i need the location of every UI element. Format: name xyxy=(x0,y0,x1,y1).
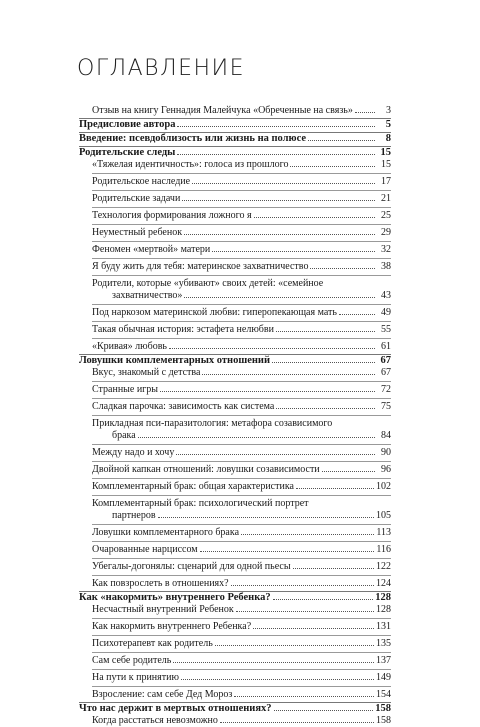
leader-dots xyxy=(182,200,375,201)
toc-entry-title: Очарованные нарциссом xyxy=(92,544,198,555)
leader-dots xyxy=(355,112,375,113)
toc-entry-title: Убегалы-догонялы: сценарий для одной пьесы xyxy=(92,561,291,572)
leader-dots xyxy=(241,534,374,535)
toc-entry-title: Предисловие автора xyxy=(79,119,176,130)
toc-page-number: 67 xyxy=(380,355,391,366)
leader-dots xyxy=(215,645,374,646)
toc-entry xyxy=(79,338,391,353)
entry-rule xyxy=(92,478,391,479)
leader-dots xyxy=(212,251,375,252)
toc-entry-title: Введение: псевдоблизость или жизнь на полюсе xyxy=(79,133,307,144)
leader-dots xyxy=(192,183,375,184)
toc-entry xyxy=(79,686,391,701)
entry-rule xyxy=(92,635,391,636)
leader-dots xyxy=(310,268,375,269)
leader-dots xyxy=(176,454,375,455)
toc-entry xyxy=(79,669,391,684)
toc-chapter xyxy=(79,354,391,367)
leader-dots xyxy=(236,611,374,612)
entry-rule xyxy=(92,669,391,670)
toc-page-number: 124 xyxy=(376,578,391,589)
toc-entry-title: Взросление: сам себе Дед Мороз xyxy=(92,689,233,700)
leader-dots xyxy=(254,217,375,218)
toc-entry-title: Как накормить внутреннего Ребенка? xyxy=(92,621,252,632)
leader-dots xyxy=(184,297,375,298)
entry-rule xyxy=(92,381,391,382)
toc-entry xyxy=(79,541,391,556)
toc-page-number: 116 xyxy=(376,544,391,555)
leader-dots xyxy=(273,599,374,600)
entry-rule xyxy=(92,495,391,496)
page-title: ОГЛАВЛЕНИЕ xyxy=(77,56,246,81)
toc-page-number: 49 xyxy=(381,307,391,318)
toc-entry-title-cont: захватничество» xyxy=(112,290,183,301)
toc-entry-title: Как «накормить» внутреннего Ребенка? xyxy=(79,592,271,603)
toc-entry-title: На пути к принятию xyxy=(92,672,179,683)
toc-chapter xyxy=(79,591,391,604)
leader-dots xyxy=(253,628,374,629)
toc-entry xyxy=(79,190,391,205)
toc-page-number: 55 xyxy=(381,324,391,335)
toc-page-number: 90 xyxy=(381,447,391,458)
toc-page-number: 32 xyxy=(381,244,391,255)
leader-dots xyxy=(200,551,375,552)
entry-rule xyxy=(92,558,391,559)
toc-entry xyxy=(79,258,391,273)
leader-dots xyxy=(290,166,375,167)
toc-entry-title-cont: партнеров xyxy=(112,510,156,521)
entry-rule xyxy=(92,275,391,276)
entry-rule xyxy=(92,398,391,399)
leader-dots xyxy=(339,314,375,315)
leader-dots xyxy=(272,362,375,363)
toc-page-number: 15 xyxy=(381,159,391,170)
toc-page-number: 8 xyxy=(385,133,391,144)
toc-page-number: 154 xyxy=(376,689,391,700)
toc-entry xyxy=(79,224,391,239)
toc-entry xyxy=(79,524,391,539)
toc-entry-title: Комплементарный брак: общая характеристика xyxy=(92,481,294,492)
toc-entry-title: Ловушки комплементарного брака xyxy=(92,527,240,538)
toc-entry-title: Родители, которые «убивают» своих детей: «семейное xyxy=(92,278,324,289)
entry-rule xyxy=(92,461,391,462)
entry-rule xyxy=(92,541,391,542)
toc-entry-title: Под наркозом материнской любви: гиперопекающая мать xyxy=(92,307,337,318)
toc-page-number: 5 xyxy=(385,119,391,130)
entry-rule xyxy=(92,321,391,322)
toc-entry-title: Я буду жить для тебя: материнское захватничество xyxy=(92,261,309,272)
toc-entry xyxy=(79,715,391,727)
toc-page-number: 137 xyxy=(376,655,391,666)
toc-page-number: 149 xyxy=(376,672,391,683)
toc-entry-title: Такая обычная история: эстафета нелюбви xyxy=(92,324,274,335)
leader-dots xyxy=(173,662,374,663)
toc-entry-title: Родительские задачи xyxy=(92,193,181,204)
toc-entry xyxy=(79,321,391,336)
toc-entry-title: Когда расстаться невозможно xyxy=(92,715,218,726)
toc-entry-title: Сладкая парочка: зависимость как система xyxy=(92,401,275,412)
entry-rule xyxy=(92,575,391,576)
toc-entry-title: Странные игры xyxy=(92,384,159,395)
toc-entry xyxy=(79,173,391,188)
toc-page-number: 158 xyxy=(375,703,391,714)
toc-entry-title: Ловушки комплементарных отношений xyxy=(79,355,271,366)
leader-dots xyxy=(181,679,374,680)
toc-entry-title-cont: брака xyxy=(112,430,136,441)
toc-page-number: 38 xyxy=(381,261,391,272)
leader-dots xyxy=(276,408,375,409)
toc-chapter xyxy=(79,132,391,145)
leader-dots xyxy=(158,517,374,518)
entry-rule xyxy=(92,173,391,174)
toc-entry-title: Отзыв на книгу Геннадия Малейчука «Обреченные на связь» xyxy=(92,105,353,116)
entry-rule xyxy=(92,524,391,525)
toc-entry xyxy=(79,604,391,616)
toc-entry xyxy=(79,241,391,256)
toc-page-number: 72 xyxy=(381,384,391,395)
toc-entry-title: Родительское наследие xyxy=(92,176,191,187)
toc-page-number: 21 xyxy=(381,193,391,204)
entry-rule xyxy=(92,190,391,191)
toc-entry xyxy=(79,618,391,633)
toc-page-number: 102 xyxy=(376,481,391,492)
toc-entry xyxy=(79,495,391,522)
toc-page-number: 25 xyxy=(381,210,391,221)
toc-entry-title: Сам себе родитель xyxy=(92,655,172,666)
leader-dots xyxy=(231,585,374,586)
toc-entry xyxy=(79,575,391,590)
toc-entry-title: Что нас держит в мертвых отношениях? xyxy=(79,703,272,714)
toc-page-number: 135 xyxy=(376,638,391,649)
toc-entry xyxy=(79,381,391,396)
table-of-contents xyxy=(79,105,391,727)
toc-entry-title: Вкус, знакомый с детства xyxy=(92,367,201,378)
toc-page-number: 43 xyxy=(381,290,391,301)
toc-entry xyxy=(79,461,391,476)
leader-dots xyxy=(177,154,375,155)
toc-entry-title: Родительские следы xyxy=(79,147,176,158)
leader-dots xyxy=(160,391,375,392)
entry-rule xyxy=(92,444,391,445)
toc-entry-title: Феномен «мертвой» матери xyxy=(92,244,211,255)
toc-entry-title: Комплементарный брак: психологический портрет xyxy=(92,498,309,509)
leader-dots xyxy=(138,437,375,438)
toc-page-number: 84 xyxy=(381,430,391,441)
entry-rule xyxy=(92,224,391,225)
toc-entry xyxy=(79,478,391,493)
leader-dots xyxy=(177,126,375,127)
toc-entry-title: «Кривая» любовь xyxy=(92,341,167,352)
toc-entry-title: Неуместный ребенок xyxy=(92,227,183,238)
toc-page-number: 29 xyxy=(381,227,391,238)
entry-rule xyxy=(92,338,391,339)
entry-rule xyxy=(92,258,391,259)
toc-entry-title: Несчастный внутренний Ребенок xyxy=(92,604,234,615)
toc-page-number: 122 xyxy=(376,561,391,572)
entry-rule xyxy=(92,241,391,242)
toc-entry xyxy=(79,159,391,171)
leader-dots xyxy=(202,374,375,375)
toc-entry xyxy=(79,207,391,222)
toc-entry xyxy=(79,652,391,667)
toc-page-number: 17 xyxy=(381,176,391,187)
toc-entry xyxy=(79,558,391,573)
toc-page-number: 131 xyxy=(376,621,391,632)
leader-dots xyxy=(169,348,375,349)
leader-dots xyxy=(293,568,374,569)
leader-dots xyxy=(322,471,375,472)
toc-entry xyxy=(79,304,391,319)
toc-entry-title: Прикладная пси-паразитология: метафора созависимого xyxy=(92,418,333,429)
toc-entry xyxy=(79,367,391,379)
toc-entry xyxy=(79,105,391,117)
entry-rule xyxy=(92,304,391,305)
entry-rule xyxy=(92,686,391,687)
toc-page-number: 105 xyxy=(376,510,391,521)
leader-dots xyxy=(308,140,375,141)
toc-page-number: 158 xyxy=(376,715,391,726)
entry-rule xyxy=(92,652,391,653)
toc-page-number: 113 xyxy=(376,527,391,538)
leader-dots xyxy=(276,331,375,332)
toc-entry xyxy=(79,415,391,442)
entry-rule xyxy=(92,207,391,208)
toc-entry-title: Как повзрослеть в отношениях? xyxy=(92,578,229,589)
toc-page-number: 128 xyxy=(376,604,391,615)
leader-dots xyxy=(296,488,374,489)
leader-dots xyxy=(234,696,374,697)
leader-dots xyxy=(220,722,374,723)
toc-page-number: 61 xyxy=(381,341,391,352)
toc-entry xyxy=(79,635,391,650)
toc-entry-title: Психотерапевт как родитель xyxy=(92,638,213,649)
leader-dots xyxy=(184,234,375,235)
toc-page-number: 128 xyxy=(375,592,391,603)
toc-entry xyxy=(79,398,391,413)
toc-page-number: 96 xyxy=(381,464,391,475)
entry-rule xyxy=(92,618,391,619)
toc-page-number: 3 xyxy=(386,105,391,116)
toc-chapter xyxy=(79,702,391,715)
toc-entry-title: «Тяжелая идентичность»: голоса из прошлого xyxy=(92,159,289,170)
toc-page-number: 75 xyxy=(381,401,391,412)
toc-entry-title: Технология формирования ложного я xyxy=(92,210,252,221)
leader-dots xyxy=(274,710,374,711)
toc-chapter xyxy=(79,118,391,131)
toc-entry-title: Двойной капкан отношений: ловушки созависимости xyxy=(92,464,320,475)
toc-page-number: 67 xyxy=(381,367,391,378)
toc-entry-title: Между надо и хочу xyxy=(92,447,175,458)
toc-entry xyxy=(79,444,391,459)
toc-chapter xyxy=(79,146,391,159)
entry-rule xyxy=(92,415,391,416)
toc-entry xyxy=(79,275,391,302)
toc-page-number: 15 xyxy=(380,147,391,158)
